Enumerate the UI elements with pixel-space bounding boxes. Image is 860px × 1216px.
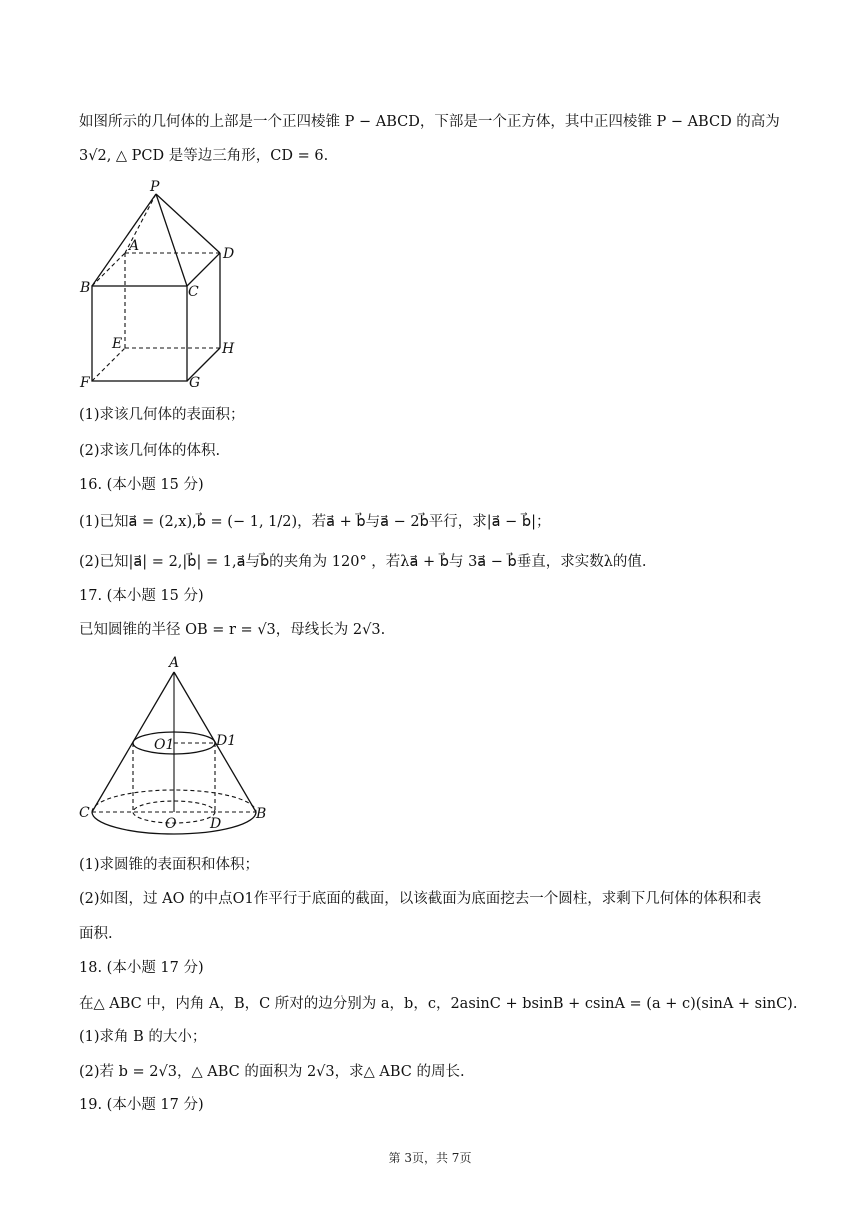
label-B: B: [80, 280, 91, 296]
label-C: C: [79, 805, 90, 821]
q18-sub2: (2)若 b = 2√3，△ ABC 的面积为 2√3，求△ ABC 的周长.: [79, 1064, 465, 1080]
q15-intro-line1: 如图所示的几何体的上部是一个正四棱锥 P − ABCD，下部是一个正方体，其中正四棱锥 P − ABCD 的高为: [79, 114, 780, 130]
page-footer: 第 3页，共 7页: [388, 1151, 472, 1165]
cone-cylinder-figure: [74, 652, 274, 837]
q16-header: 16. (本小题 15 分): [79, 477, 204, 493]
q19-header: 19. (本小题 17 分): [79, 1097, 204, 1113]
q18-sub1: (1)求角 B 的大小；: [79, 1029, 207, 1045]
label-F: F: [80, 375, 90, 391]
label-D1: D1: [216, 733, 237, 749]
q18-intro: 在△ ABC 中，内角 A，B，C 所对的边分别为 a，b，c，2asinC + bsinB + csinA = (a + c)(sinA + sinC).: [79, 996, 798, 1012]
label-D: D: [210, 816, 222, 832]
q17-intro: 已知圆锥的半径 OB = r = √3，母线长为 2√3.: [79, 622, 386, 638]
q15-sub2: (2)求该几何体的体积.: [79, 443, 221, 459]
q18-header: 18. (本小题 17 分): [79, 960, 204, 976]
label-D: D: [223, 246, 235, 262]
label-A: A: [129, 238, 140, 254]
label-O: O: [165, 816, 177, 832]
q16-sub1: (1)已知a⃗ = (2,x),b⃗ = (− 1, 1/2)，若a⃗ + b⃗与a⃗ − 2b⃗平行，求|a⃗ − b⃗|；: [79, 514, 551, 530]
q17-sub2-line2: 面积.: [79, 926, 113, 942]
label-E: E: [112, 336, 123, 352]
label-B: B: [256, 806, 267, 822]
q16-sub2: (2)已知|a⃗| = 2,|b⃗| = 1,a⃗与b⃗的夹角为 120° ，若λa⃗ + b⃗与 3a⃗ − b⃗垂直，求实数λ的值.: [79, 554, 647, 570]
pyramid-cube-figure: [72, 176, 247, 391]
label-O1: O1: [154, 737, 175, 753]
q15-intro-line2: 3√2, △ PCD 是等边三角形，CD = 6.: [79, 148, 329, 164]
q15-sub1: (1)求该几何体的表面积；: [79, 407, 245, 423]
q17-sub2-line1: (2)如图，过 AO 的中点O1作平行于底面的截面，以该截面为底面挖去一个圆柱，求剩下几何体的体积和表: [79, 891, 762, 907]
label-G: G: [189, 375, 201, 391]
label-A: A: [169, 655, 180, 671]
label-P: P: [150, 179, 160, 195]
q17-header: 17. (本小题 15 分): [79, 588, 204, 604]
label-C: C: [188, 284, 199, 300]
label-H: H: [222, 341, 235, 357]
q17-sub1: (1)求圆锥的表面积和体积；: [79, 857, 260, 873]
